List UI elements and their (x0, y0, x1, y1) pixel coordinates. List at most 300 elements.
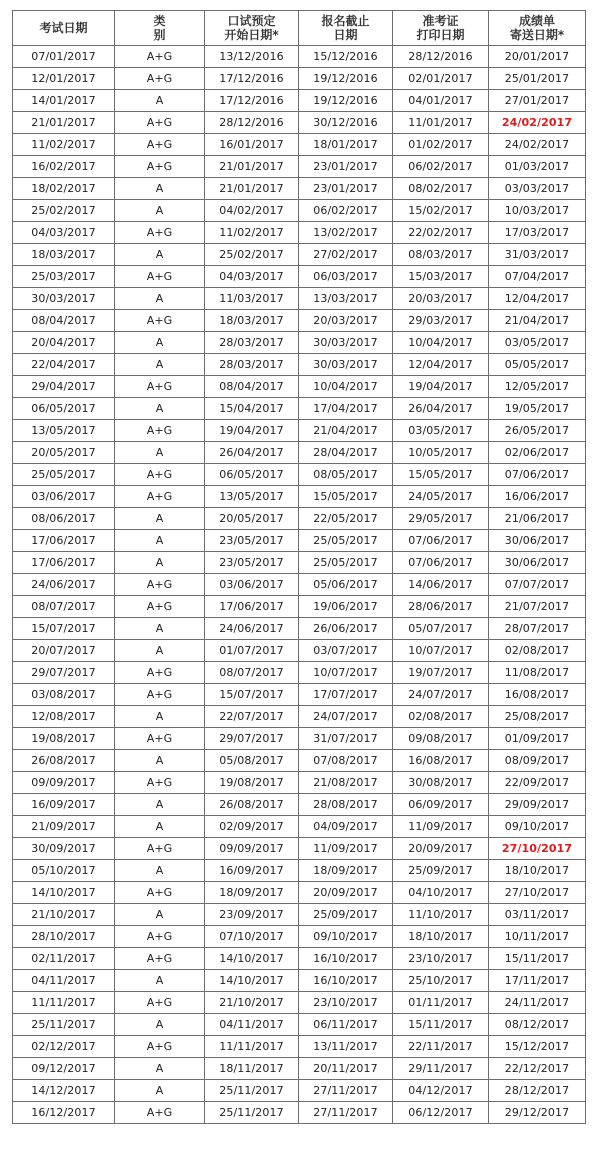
admission-print-cell: 08/03/2017 (393, 244, 489, 266)
oral-start-cell: 17/12/2016 (205, 68, 299, 90)
registration-deadline-cell: 15/12/2016 (299, 46, 393, 68)
registration-deadline-cell: 17/07/2017 (299, 684, 393, 706)
test-date-cell: 30/03/2017 (13, 288, 115, 310)
table-row (13, 706, 586, 728)
admission-print-cell: 25/09/2017 (393, 860, 489, 882)
table-row (13, 1058, 586, 1080)
type-cell: A+G (115, 420, 205, 442)
result-send-cell: 27/01/2017 (489, 90, 586, 112)
header-result-send: 成绩单 寄送日期* (489, 11, 586, 46)
registration-deadline-cell: 22/05/2017 (299, 508, 393, 530)
test-date-cell: 20/07/2017 (13, 640, 115, 662)
result-send-cell: 12/05/2017 (489, 376, 586, 398)
result-send-cell: 07/06/2017 (489, 464, 586, 486)
type-cell: A (115, 618, 205, 640)
type-cell: A (115, 442, 205, 464)
registration-deadline-cell: 30/03/2017 (299, 354, 393, 376)
admission-print-cell: 29/11/2017 (393, 1058, 489, 1080)
test-date-cell: 06/05/2017 (13, 398, 115, 420)
test-date-cell: 21/09/2017 (13, 816, 115, 838)
type-cell: A+G (115, 156, 205, 178)
table-row (13, 266, 586, 288)
table-row (13, 1036, 586, 1058)
test-date-cell: 25/03/2017 (13, 266, 115, 288)
table-row (13, 1080, 586, 1102)
admission-print-cell: 08/02/2017 (393, 178, 489, 200)
oral-start-cell: 11/03/2017 (205, 288, 299, 310)
admission-print-cell: 15/05/2017 (393, 464, 489, 486)
oral-start-cell: 03/06/2017 (205, 574, 299, 596)
table-row (13, 882, 586, 904)
type-cell: A (115, 530, 205, 552)
registration-deadline-cell: 30/03/2017 (299, 332, 393, 354)
table-row (13, 838, 586, 860)
table-row (13, 398, 586, 420)
admission-print-cell: 07/06/2017 (393, 530, 489, 552)
admission-print-cell: 06/09/2017 (393, 794, 489, 816)
admission-print-cell: 15/02/2017 (393, 200, 489, 222)
table-row (13, 816, 586, 838)
admission-print-cell: 01/11/2017 (393, 992, 489, 1014)
test-date-cell: 18/03/2017 (13, 244, 115, 266)
oral-start-cell: 19/08/2017 (205, 772, 299, 794)
registration-deadline-cell: 25/05/2017 (299, 552, 393, 574)
admission-print-cell: 10/07/2017 (393, 640, 489, 662)
oral-start-cell: 26/04/2017 (205, 442, 299, 464)
oral-start-cell: 13/05/2017 (205, 486, 299, 508)
registration-deadline-cell: 25/09/2017 (299, 904, 393, 926)
admission-print-cell: 19/04/2017 (393, 376, 489, 398)
registration-deadline-cell: 07/08/2017 (299, 750, 393, 772)
test-date-cell: 19/08/2017 (13, 728, 115, 750)
table-row (13, 46, 586, 68)
table-row (13, 376, 586, 398)
oral-start-cell: 07/10/2017 (205, 926, 299, 948)
test-date-cell: 14/01/2017 (13, 90, 115, 112)
oral-start-cell: 18/09/2017 (205, 882, 299, 904)
admission-print-cell: 25/10/2017 (393, 970, 489, 992)
oral-start-cell: 01/07/2017 (205, 640, 299, 662)
header-test-date: 考试日期 (13, 11, 115, 46)
test-date-cell: 03/08/2017 (13, 684, 115, 706)
admission-print-cell: 02/08/2017 (393, 706, 489, 728)
oral-start-cell: 23/05/2017 (205, 552, 299, 574)
type-cell: A (115, 816, 205, 838)
table-row (13, 200, 586, 222)
result-send-cell: 20/01/2017 (489, 46, 586, 68)
registration-deadline-cell: 23/10/2017 (299, 992, 393, 1014)
type-cell: A+G (115, 266, 205, 288)
test-date-cell: 04/03/2017 (13, 222, 115, 244)
table-row (13, 728, 586, 750)
type-cell: A (115, 970, 205, 992)
admission-print-cell: 10/05/2017 (393, 442, 489, 464)
test-date-cell: 26/08/2017 (13, 750, 115, 772)
result-send-cell: 22/12/2017 (489, 1058, 586, 1080)
oral-start-cell: 17/12/2016 (205, 90, 299, 112)
registration-deadline-cell: 13/11/2017 (299, 1036, 393, 1058)
registration-deadline-cell: 19/06/2017 (299, 596, 393, 618)
test-date-cell: 09/09/2017 (13, 772, 115, 794)
result-send-cell: 24/11/2017 (489, 992, 586, 1014)
registration-deadline-cell: 06/02/2017 (299, 200, 393, 222)
table-row (13, 596, 586, 618)
result-send-cell: 30/06/2017 (489, 552, 586, 574)
table-row (13, 1102, 586, 1124)
header-registration-deadline: 报名截止 日期 (299, 11, 393, 46)
registration-deadline-cell: 26/06/2017 (299, 618, 393, 640)
registration-deadline-cell: 19/12/2016 (299, 90, 393, 112)
table-row (13, 684, 586, 706)
table-row (13, 552, 586, 574)
type-cell: A+G (115, 310, 205, 332)
admission-print-cell: 26/04/2017 (393, 398, 489, 420)
table-row (13, 354, 586, 376)
registration-deadline-cell: 09/10/2017 (299, 926, 393, 948)
result-send-cell: 10/03/2017 (489, 200, 586, 222)
table-row (13, 860, 586, 882)
test-date-cell: 15/07/2017 (13, 618, 115, 640)
registration-deadline-cell: 30/12/2016 (299, 112, 393, 134)
type-cell: A+G (115, 838, 205, 860)
admission-print-cell: 01/02/2017 (393, 134, 489, 156)
table-row (13, 90, 586, 112)
result-send-cell: 24/02/2017 (489, 134, 586, 156)
type-cell: A+G (115, 1036, 205, 1058)
type-cell: A (115, 1058, 205, 1080)
admission-print-cell: 22/11/2017 (393, 1036, 489, 1058)
result-send-cell: 16/08/2017 (489, 684, 586, 706)
test-date-cell: 09/12/2017 (13, 1058, 115, 1080)
oral-start-cell: 25/02/2017 (205, 244, 299, 266)
admission-print-cell: 20/03/2017 (393, 288, 489, 310)
registration-deadline-cell: 13/03/2017 (299, 288, 393, 310)
admission-print-cell: 19/07/2017 (393, 662, 489, 684)
type-cell: A (115, 244, 205, 266)
type-cell: A (115, 288, 205, 310)
test-date-cell: 25/05/2017 (13, 464, 115, 486)
oral-start-cell: 22/07/2017 (205, 706, 299, 728)
admission-print-cell: 07/06/2017 (393, 552, 489, 574)
type-cell: A (115, 178, 205, 200)
test-date-cell: 12/01/2017 (13, 68, 115, 90)
type-cell: A+G (115, 464, 205, 486)
admission-print-cell: 06/02/2017 (393, 156, 489, 178)
oral-start-cell: 18/03/2017 (205, 310, 299, 332)
registration-deadline-cell: 23/01/2017 (299, 156, 393, 178)
type-cell: A (115, 904, 205, 926)
registration-deadline-cell: 25/05/2017 (299, 530, 393, 552)
type-cell: A (115, 354, 205, 376)
test-date-cell: 18/02/2017 (13, 178, 115, 200)
result-send-cell: 25/08/2017 (489, 706, 586, 728)
table-row (13, 618, 586, 640)
test-date-cell: 24/06/2017 (13, 574, 115, 596)
registration-deadline-cell: 23/01/2017 (299, 178, 393, 200)
result-send-cell: 08/12/2017 (489, 1014, 586, 1036)
test-date-cell: 02/12/2017 (13, 1036, 115, 1058)
admission-print-cell: 30/08/2017 (393, 772, 489, 794)
table-row (13, 904, 586, 926)
oral-start-cell: 25/11/2017 (205, 1102, 299, 1124)
oral-start-cell: 28/03/2017 (205, 332, 299, 354)
type-cell: A (115, 332, 205, 354)
result-send-cell: 24/02/2017 (489, 112, 586, 134)
admission-print-cell: 09/08/2017 (393, 728, 489, 750)
admission-print-cell: 11/09/2017 (393, 816, 489, 838)
registration-deadline-cell: 15/05/2017 (299, 486, 393, 508)
registration-deadline-cell: 13/02/2017 (299, 222, 393, 244)
registration-deadline-cell: 21/08/2017 (299, 772, 393, 794)
oral-start-cell: 08/07/2017 (205, 662, 299, 684)
registration-deadline-cell: 27/11/2017 (299, 1080, 393, 1102)
table-row (13, 530, 586, 552)
oral-start-cell: 15/04/2017 (205, 398, 299, 420)
table-row (13, 288, 586, 310)
type-cell: A (115, 508, 205, 530)
table-row (13, 178, 586, 200)
test-date-cell: 04/11/2017 (13, 970, 115, 992)
result-send-cell: 28/07/2017 (489, 618, 586, 640)
result-send-cell: 22/09/2017 (489, 772, 586, 794)
test-date-cell: 11/11/2017 (13, 992, 115, 1014)
type-cell: A+G (115, 134, 205, 156)
table-row (13, 948, 586, 970)
result-send-cell: 15/12/2017 (489, 1036, 586, 1058)
result-send-cell: 17/03/2017 (489, 222, 586, 244)
oral-start-cell: 23/05/2017 (205, 530, 299, 552)
result-send-cell: 29/12/2017 (489, 1102, 586, 1124)
table-row (13, 442, 586, 464)
registration-deadline-cell: 24/07/2017 (299, 706, 393, 728)
test-date-cell: 21/01/2017 (13, 112, 115, 134)
oral-start-cell: 09/09/2017 (205, 838, 299, 860)
admission-print-cell: 20/09/2017 (393, 838, 489, 860)
type-cell: A+G (115, 596, 205, 618)
oral-start-cell: 14/10/2017 (205, 970, 299, 992)
type-cell: A (115, 1080, 205, 1102)
test-date-cell: 21/10/2017 (13, 904, 115, 926)
type-cell: A+G (115, 948, 205, 970)
oral-start-cell: 11/02/2017 (205, 222, 299, 244)
registration-deadline-cell: 08/05/2017 (299, 464, 393, 486)
test-date-cell: 29/04/2017 (13, 376, 115, 398)
test-date-cell: 22/04/2017 (13, 354, 115, 376)
test-date-cell: 25/11/2017 (13, 1014, 115, 1036)
admission-print-cell: 23/10/2017 (393, 948, 489, 970)
type-cell: A+G (115, 112, 205, 134)
result-send-cell: 27/10/2017 (489, 838, 586, 860)
oral-start-cell: 28/03/2017 (205, 354, 299, 376)
test-date-cell: 12/08/2017 (13, 706, 115, 728)
type-cell: A+G (115, 68, 205, 90)
table-row (13, 662, 586, 684)
result-send-cell: 05/05/2017 (489, 354, 586, 376)
admission-print-cell: 22/02/2017 (393, 222, 489, 244)
oral-start-cell: 16/01/2017 (205, 134, 299, 156)
header-oral-start: 口试预定 开始日期* (205, 11, 299, 46)
type-cell: A (115, 90, 205, 112)
table-row (13, 992, 586, 1014)
table-row (13, 222, 586, 244)
test-date-cell: 08/06/2017 (13, 508, 115, 530)
admission-print-cell: 24/05/2017 (393, 486, 489, 508)
registration-deadline-cell: 04/09/2017 (299, 816, 393, 838)
type-cell: A (115, 750, 205, 772)
oral-start-cell: 08/04/2017 (205, 376, 299, 398)
registration-deadline-cell: 11/09/2017 (299, 838, 393, 860)
registration-deadline-cell: 06/11/2017 (299, 1014, 393, 1036)
registration-deadline-cell: 10/07/2017 (299, 662, 393, 684)
admission-print-cell: 29/05/2017 (393, 508, 489, 530)
result-send-cell: 01/09/2017 (489, 728, 586, 750)
test-date-cell: 25/02/2017 (13, 200, 115, 222)
result-send-cell: 11/08/2017 (489, 662, 586, 684)
type-cell: A (115, 860, 205, 882)
type-cell: A (115, 794, 205, 816)
oral-start-cell: 26/08/2017 (205, 794, 299, 816)
type-cell: A+G (115, 222, 205, 244)
test-date-cell: 08/04/2017 (13, 310, 115, 332)
test-date-cell: 20/05/2017 (13, 442, 115, 464)
test-date-cell: 05/10/2017 (13, 860, 115, 882)
table-row (13, 68, 586, 90)
result-send-cell: 02/08/2017 (489, 640, 586, 662)
admission-print-cell: 28/06/2017 (393, 596, 489, 618)
oral-start-cell: 25/11/2017 (205, 1080, 299, 1102)
registration-deadline-cell: 20/09/2017 (299, 882, 393, 904)
table-row (13, 464, 586, 486)
test-date-cell: 13/05/2017 (13, 420, 115, 442)
table-body (13, 46, 586, 1124)
admission-print-cell: 10/04/2017 (393, 332, 489, 354)
oral-start-cell: 21/10/2017 (205, 992, 299, 1014)
type-cell: A+G (115, 882, 205, 904)
admission-print-cell: 04/10/2017 (393, 882, 489, 904)
table-row (13, 574, 586, 596)
registration-deadline-cell: 20/11/2017 (299, 1058, 393, 1080)
oral-start-cell: 23/09/2017 (205, 904, 299, 926)
test-date-cell: 08/07/2017 (13, 596, 115, 618)
type-cell: A+G (115, 486, 205, 508)
oral-start-cell: 13/12/2016 (205, 46, 299, 68)
oral-start-cell: 11/11/2017 (205, 1036, 299, 1058)
oral-start-cell: 02/09/2017 (205, 816, 299, 838)
oral-start-cell: 20/05/2017 (205, 508, 299, 530)
result-send-cell: 07/04/2017 (489, 266, 586, 288)
type-cell: A+G (115, 1102, 205, 1124)
result-send-cell: 17/11/2017 (489, 970, 586, 992)
type-cell: A+G (115, 684, 205, 706)
result-send-cell: 09/10/2017 (489, 816, 586, 838)
table-row (13, 332, 586, 354)
test-date-cell: 14/12/2017 (13, 1080, 115, 1102)
exam-schedule-table (12, 10, 586, 1124)
schedule-sheet (12, 10, 585, 1124)
admission-print-cell: 04/01/2017 (393, 90, 489, 112)
type-cell: A+G (115, 728, 205, 750)
test-date-cell: 20/04/2017 (13, 332, 115, 354)
result-send-cell: 18/10/2017 (489, 860, 586, 882)
test-date-cell: 17/06/2017 (13, 552, 115, 574)
oral-start-cell: 06/05/2017 (205, 464, 299, 486)
type-cell: A+G (115, 992, 205, 1014)
oral-start-cell: 29/07/2017 (205, 728, 299, 750)
oral-start-cell: 21/01/2017 (205, 178, 299, 200)
result-send-cell: 03/03/2017 (489, 178, 586, 200)
registration-deadline-cell: 21/04/2017 (299, 420, 393, 442)
registration-deadline-cell: 28/04/2017 (299, 442, 393, 464)
table-header (13, 11, 586, 46)
oral-start-cell: 19/04/2017 (205, 420, 299, 442)
test-date-cell: 16/12/2017 (13, 1102, 115, 1124)
admission-print-cell: 28/12/2016 (393, 46, 489, 68)
result-send-cell: 25/01/2017 (489, 68, 586, 90)
table-row (13, 926, 586, 948)
registration-deadline-cell: 27/11/2017 (299, 1102, 393, 1124)
table-row (13, 134, 586, 156)
table-row (13, 508, 586, 530)
result-send-cell: 10/11/2017 (489, 926, 586, 948)
table-row (13, 794, 586, 816)
type-cell: A (115, 1014, 205, 1036)
registration-deadline-cell: 03/07/2017 (299, 640, 393, 662)
header-admission-print: 准考证 打印日期 (393, 11, 489, 46)
type-cell: A+G (115, 772, 205, 794)
result-send-cell: 16/06/2017 (489, 486, 586, 508)
result-send-cell: 03/11/2017 (489, 904, 586, 926)
registration-deadline-cell: 18/01/2017 (299, 134, 393, 156)
result-send-cell: 12/04/2017 (489, 288, 586, 310)
table-row (13, 156, 586, 178)
test-date-cell: 11/02/2017 (13, 134, 115, 156)
test-date-cell: 14/10/2017 (13, 882, 115, 904)
table-row (13, 112, 586, 134)
oral-start-cell: 16/09/2017 (205, 860, 299, 882)
result-send-cell: 07/07/2017 (489, 574, 586, 596)
result-send-cell: 27/10/2017 (489, 882, 586, 904)
admission-print-cell: 06/12/2017 (393, 1102, 489, 1124)
result-send-cell: 29/09/2017 (489, 794, 586, 816)
table-row (13, 244, 586, 266)
table-row (13, 1014, 586, 1036)
test-date-cell: 02/11/2017 (13, 948, 115, 970)
result-send-cell: 30/06/2017 (489, 530, 586, 552)
result-send-cell: 02/06/2017 (489, 442, 586, 464)
registration-deadline-cell: 06/03/2017 (299, 266, 393, 288)
type-cell: A (115, 398, 205, 420)
admission-print-cell: 24/07/2017 (393, 684, 489, 706)
test-date-cell: 03/06/2017 (13, 486, 115, 508)
oral-start-cell: 14/10/2017 (205, 948, 299, 970)
table-row (13, 420, 586, 442)
oral-start-cell: 24/06/2017 (205, 618, 299, 640)
test-date-cell: 07/01/2017 (13, 46, 115, 68)
type-cell: A+G (115, 376, 205, 398)
registration-deadline-cell: 20/03/2017 (299, 310, 393, 332)
oral-start-cell: 18/11/2017 (205, 1058, 299, 1080)
admission-print-cell: 15/03/2017 (393, 266, 489, 288)
oral-start-cell: 28/12/2016 (205, 112, 299, 134)
oral-start-cell: 04/03/2017 (205, 266, 299, 288)
admission-print-cell: 16/08/2017 (393, 750, 489, 772)
table-row (13, 970, 586, 992)
result-send-cell: 26/05/2017 (489, 420, 586, 442)
test-date-cell: 16/09/2017 (13, 794, 115, 816)
result-send-cell: 01/03/2017 (489, 156, 586, 178)
result-send-cell: 19/05/2017 (489, 398, 586, 420)
result-send-cell: 15/11/2017 (489, 948, 586, 970)
